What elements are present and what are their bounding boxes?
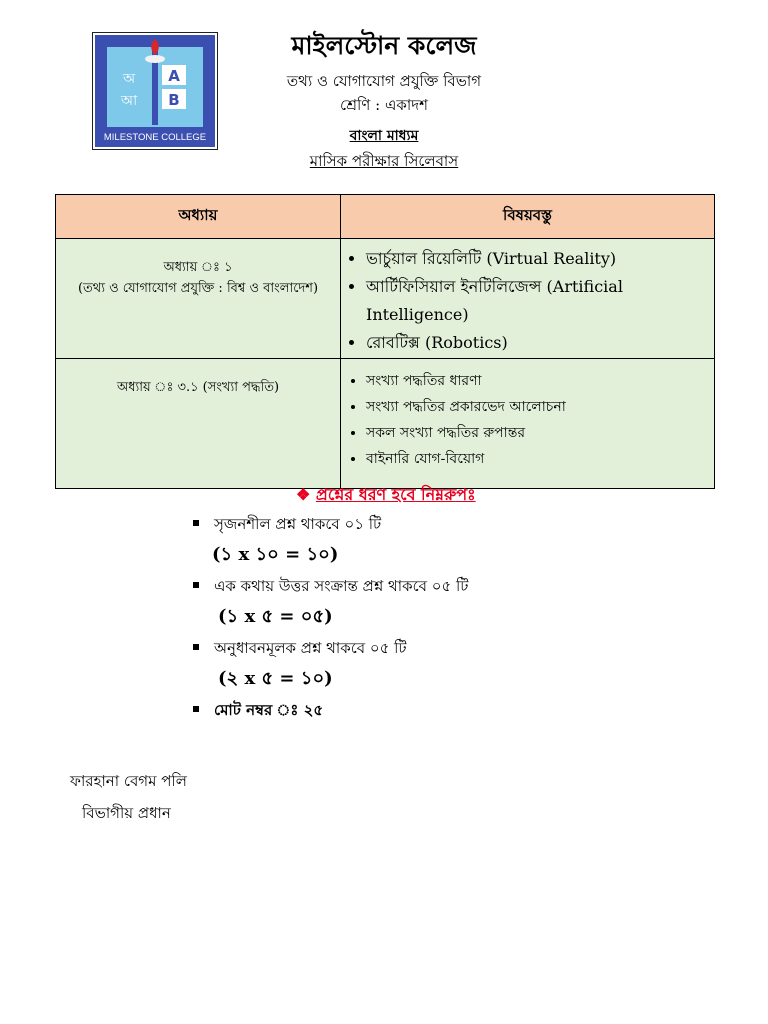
chapter-cell — [56, 239, 341, 359]
list-item: • সংখ্যা পদ্ধতির ধারণা — [366, 368, 713, 394]
chapter-title: অধ্যায় ঃ ১ — [163, 260, 233, 275]
mark-formula: (১ x ৫ = ০৫) — [218, 606, 333, 627]
list-item — [190, 510, 610, 538]
college-name: মাইলস্টোন কলেজ — [291, 31, 477, 60]
topic-list — [342, 245, 713, 357]
medium-label: বাংলা মাধ্যম — [349, 128, 419, 144]
table-row — [56, 359, 715, 489]
department-name: তথ্য ও যোগাযোগ প্রযুক্তি বিভাগ — [286, 72, 482, 90]
logo-letter-b: B — [168, 91, 180, 109]
list-item: • আর্টিফিসিয়াল ইনটিলিজেন্স (Artificial Intelligence) — [366, 273, 713, 329]
list-item — [190, 572, 610, 600]
column-header-chapter: অধ্যায় — [56, 195, 341, 239]
list-item: • সংখ্যা পদ্ধতির প্রকারভেদ আলোচনা — [366, 394, 713, 420]
logo-banner: MILESTONE COLLEGE — [103, 132, 207, 143]
list-item — [190, 634, 610, 662]
question-text: সৃজনশীল প্রশ্ন থাকবে ০১ টি — [214, 515, 382, 533]
list-item: • বাইনারি যোগ-বিয়োগ — [366, 446, 713, 472]
signatory-name: ফারহানা বেগম পলি — [70, 772, 187, 790]
mark-formula: (২ x ৫ = ১০) — [218, 668, 333, 689]
square-bullet-icon — [193, 644, 199, 650]
total-marks: মোট নম্বর ঃ ২৫ — [214, 701, 324, 719]
list-item: • সকল সংখ্যা পদ্ধতির রুপান্তর — [366, 420, 713, 446]
question-text: এক কথায় উত্তর সংক্রান্ত প্রশ্ন থাকবে ০৫ টি — [214, 577, 469, 595]
list-item: • রোবটিক্স (Robotics) — [366, 329, 713, 357]
column-header-content: বিষয়বস্তু — [341, 195, 715, 239]
table-header-row — [56, 195, 715, 239]
college-logo — [92, 32, 218, 150]
syllabus-table — [55, 194, 715, 489]
mark-formula: (১ x ১০ = ১০) — [212, 544, 339, 565]
square-bullet-icon — [193, 520, 199, 526]
square-bullet-icon — [193, 706, 199, 712]
logo-letter-a-bn: অ — [122, 71, 136, 87]
square-bullet-icon — [193, 582, 199, 588]
content-cell — [341, 359, 715, 489]
chapter-cell — [56, 359, 341, 489]
question-pattern-heading — [296, 482, 476, 509]
chapter-subtitle: (তথ্য ও যোগাযোগ প্রযুক্তি : বিশ্ব ও বাংলাদেশ) — [77, 281, 319, 296]
logo-letter-aa-bn: আ — [120, 93, 138, 109]
list-item: • ভার্চুয়াল রিয়েলিটি (Virtual Reality) — [366, 245, 713, 273]
diamond-bullet-icon: ❖ — [296, 485, 311, 504]
question-pattern-title: প্রশ্নের ধরণ হবে নিম্নরুপঃ — [315, 485, 476, 504]
question-text: অনুধাবনমূলক প্রশ্ন থাকবে ০৫ টি — [214, 639, 407, 657]
college-logo-graphic — [93, 33, 217, 149]
chapter-title: অধ্যায় ঃ ৩.১ (সংখ্যা পদ্ধতি) — [116, 380, 280, 395]
list-item — [190, 696, 610, 724]
class-label: শ্রেণি : একাদশ — [340, 96, 428, 114]
table-row — [56, 239, 715, 359]
topic-list — [342, 368, 713, 472]
logo-letter-a: A — [168, 67, 180, 85]
syllabus-title: মাসিক পরীক্ষার সিলেবাস — [309, 152, 459, 170]
content-cell — [341, 239, 715, 359]
question-list — [190, 510, 610, 724]
signatory-designation: বিভাগীয় প্রধান — [82, 804, 171, 822]
